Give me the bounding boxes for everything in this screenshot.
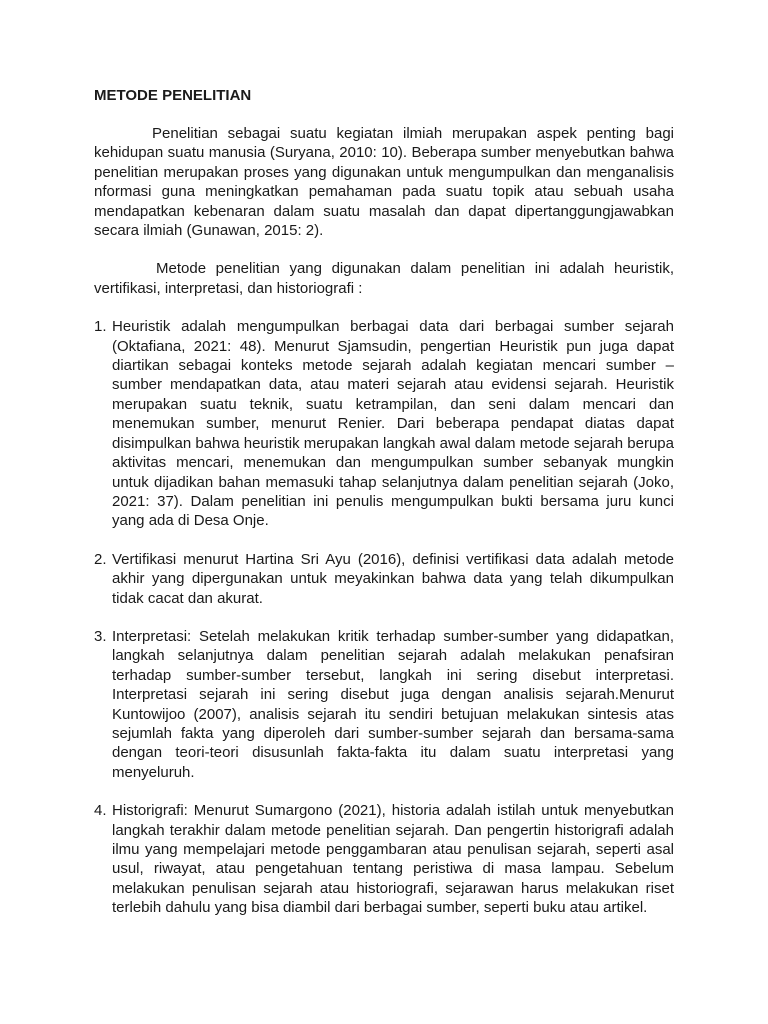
list-item: [94, 317, 674, 530]
list-item: [94, 627, 674, 782]
list-item-number: 2.: [94, 550, 107, 568]
intro-paragraph: Penelitian sebagai suatu kegiatan ilmiah merupakan aspek penting bagi kehidupan suatu manusia (Suryana, 2010: 10). Beberapa sumber menyebutkan bahwa penelitian merupakan proses yang digunakan untuk mengumpulkan dan menganalisis nformasi guna meningkatkan pemahaman pada suatu topik atau sebuah usaha mendapatkan kebenaran dalam suatu masalah dan dapat dipertanggungjawabkan secara ilmiah (Gunawan, 2015: 2).: [94, 125, 674, 240]
list-item: [94, 801, 674, 917]
list-item-number: 1.: [94, 318, 107, 336]
list-item-text: Interpretasi: Setelah melakukan kritik terhadap sumber-sumber yang didapatkan, langkah selanjutnya dalam penelitian sejarah adalah melakukan penafsiran terhadap sumber-sumber tersebut, langkah ini sering disebut interpretasi. Interpretasi sejarah ini sering disebut juga dengan analisis sejarah.Menurut Kuntowijoo (2007), analisis sejarah itu sendiri betujuan melakukan sintesis atas sejumlah fakta yang diperoleh dari sumber-sumber sejarah dan bersama-sama dengan teori-teori disusunlah fakta-fakta itu dalam suatu interpretasi yang menyeluruh.: [112, 627, 674, 781]
list-item-number: 3.: [94, 627, 107, 645]
list-item: [94, 550, 674, 608]
list-item-text: Heuristik adalah mengumpulkan berbagai data dari berbagai sumber sejarah (Oktafiana, 2021: 48). Menurut Sjamsudin, pengertian Heuristik pun juga dapat diartikan sebagai konteks metode sejarah adalah kegiatan mencari sumber – sumber mendapatkan data, atau materi sejarah atau evidensi sejarah. Heuristik merupakan suatu teknik, suatu ketrampilan, dan seni dalam mencari dan menemukan sumber, menurut Renier. Dari beberapa pendapat diatas dapat disimpulkan bahwa heuristik merupakan langkah awal dalam metode sejarah berupa aktivitas mencari, menemukan dan mengumpulkan sumber sebanyak mungkin untuk dijadikan bahan memasuki tahap selanjutnya dalam penelitian sejarah (Joko, 2021: 37). Dalam penelitian ini penulis mengumpulkan bukti bersama juru kunci yang ada di Desa Onje.: [112, 318, 674, 530]
document-title: METODE PENELITIAN: [94, 87, 252, 104]
list-item-text: Historigrafi: Menurut Sumargono (2021), historia adalah istilah untuk menyebutkan langkah terakhir dalam metode penelitian sejarah. Dan pengertin historigrafi adalah ilmu yang mempelajari metode penggambaran atau penulisan sejarah, seperti asal usul, riwayat, atau pengetahuan tentang peristiwa di masa lampau. Sebelum melakukan penulisan sejarah atau historiografi, sejarawan harus melakukan riset terlebih dahulu yang bisa diambil dari berbagai sumber, seperti buku atau artikel.: [112, 802, 674, 917]
method-list: [94, 317, 674, 917]
method-paragraph: Metode penelitian yang digunakan dalam penelitian ini adalah heuristik, vertifikasi, interpretasi, dan historiografi :: [94, 260, 674, 297]
list-item-number: 4.: [94, 802, 107, 820]
list-item-text: Vertifikasi menurut Hartina Sri Ayu (2016), definisi vertifikasi data adalah metode akhir yang dipergunakan untuk meyakinkan bahwa data yang telah dikumpulkan tidak cacat dan akurat.: [112, 550, 674, 607]
